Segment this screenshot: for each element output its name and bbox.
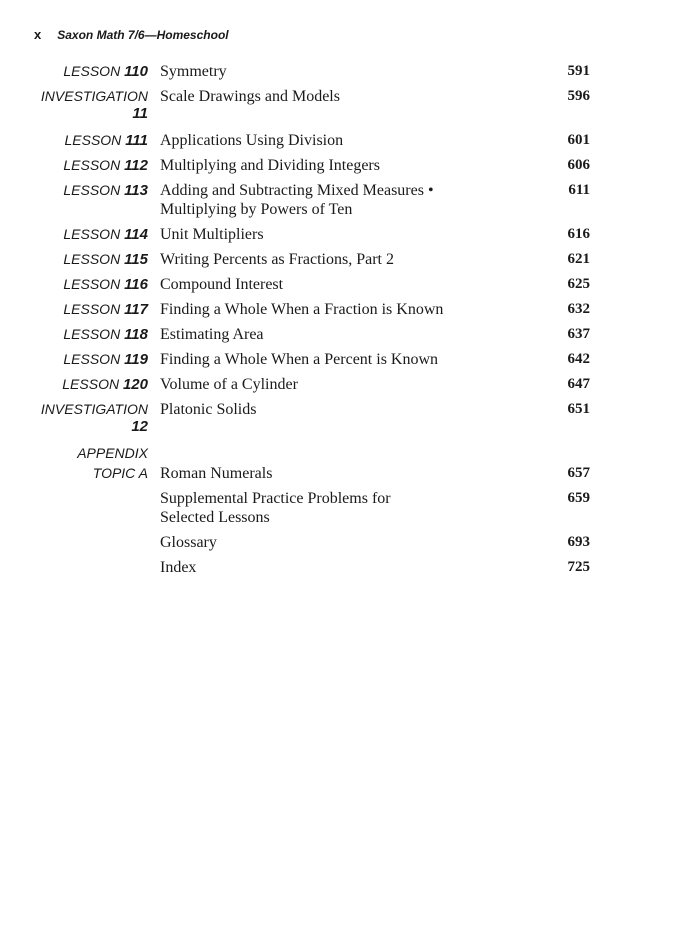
appendix-label: APPENDIX [77,445,148,461]
running-header [34,27,229,42]
entry-title: Supplemental Practice Problems for Selected Lessons [160,490,391,526]
appendix-heading [0,444,683,464]
entry-page: 637 [567,326,590,342]
entry-label: LESSON 113 [63,182,148,199]
toc-entry-index [0,558,683,583]
entry-label: LESSON 112 [63,157,148,174]
entry-page: 601 [567,132,590,148]
entry-page: 621 [567,251,590,267]
entry-label: INVESTIGATION 12 [40,401,148,435]
entry-title: Adding and Subtracting Mixed Measures • Multiplying by Powers of Ten [160,182,434,218]
entry-page: 606 [567,157,590,173]
toc-entry-lesson-119 [0,350,683,375]
entry-title: Platonic Solids [160,401,257,418]
entry-label: LESSON 119 [63,351,148,368]
entry-title: Glossary [160,534,217,551]
toc-entry-lesson-113 [0,181,683,225]
toc-entry-lesson-111 [0,131,683,156]
entry-page: 725 [567,559,590,575]
entry-label: LESSON 111 [64,132,148,149]
entry-title: Applications Using Division [160,132,344,149]
entry-page: 659 [567,490,590,506]
toc-entry-lesson-115 [0,250,683,275]
entry-title: Finding a Whole When a Fraction is Known [160,301,444,318]
entry-page: 616 [567,226,590,242]
entry-page: 657 [567,465,590,481]
entry-title: Symmetry [160,63,227,80]
entry-label: LESSON 116 [63,276,148,293]
entry-page: 642 [567,351,590,367]
entry-title: Scale Drawings and Models [160,88,340,105]
entry-page: 693 [567,534,590,550]
toc-entry-lesson-120 [0,375,683,400]
entry-title: Estimating Area [160,326,264,343]
toc-entry-investigation-11 [0,87,683,131]
toc-entry-investigation-12 [0,400,683,444]
toc-entry-appendix-topic-a [0,464,683,489]
appendix-topic-label: TOPIC A [92,465,148,481]
entry-title: Writing Percents as Fractions, Part 2 [160,251,394,268]
toc-entry-lesson-116 [0,275,683,300]
entry-title: Multiplying and Dividing Integers [160,157,380,174]
entry-page: 596 [567,88,590,104]
toc-entry-supplemental [0,489,683,533]
entry-page: 591 [567,63,590,79]
entry-label: INVESTIGATION 11 [40,88,148,122]
entry-label: LESSON 117 [63,301,148,318]
toc-entry-lesson-118 [0,325,683,350]
entry-label: LESSON 110 [63,63,148,80]
entry-page: 651 [567,401,590,417]
entry-label: LESSON 114 [63,226,148,243]
toc-entry-lesson-117 [0,300,683,325]
entry-label: LESSON 118 [63,326,148,343]
toc-entry-lesson-114 [0,225,683,250]
toc-entry-glossary [0,533,683,558]
entry-title: Finding a Whole When a Percent is Known [160,351,439,368]
page-number: x [34,27,42,42]
entry-title: Unit Multipliers [160,226,264,243]
entry-title: Index [160,559,197,576]
entry-title: Compound Interest [160,276,284,293]
entry-label: LESSON 115 [63,251,148,268]
toc-entry-lesson-110 [0,62,683,87]
entry-label: LESSON 120 [62,376,148,393]
entry-page: 625 [567,276,590,292]
table-of-contents [0,62,683,583]
entry-page: 611 [568,182,590,198]
entry-page: 647 [567,376,590,392]
entry-page: 632 [567,301,590,317]
book-title: Saxon Math 7/6—Homeschool [57,28,229,42]
entry-title: Volume of a Cylinder [160,376,298,393]
entry-title: Roman Numerals [160,465,273,482]
toc-entry-lesson-112 [0,156,683,181]
